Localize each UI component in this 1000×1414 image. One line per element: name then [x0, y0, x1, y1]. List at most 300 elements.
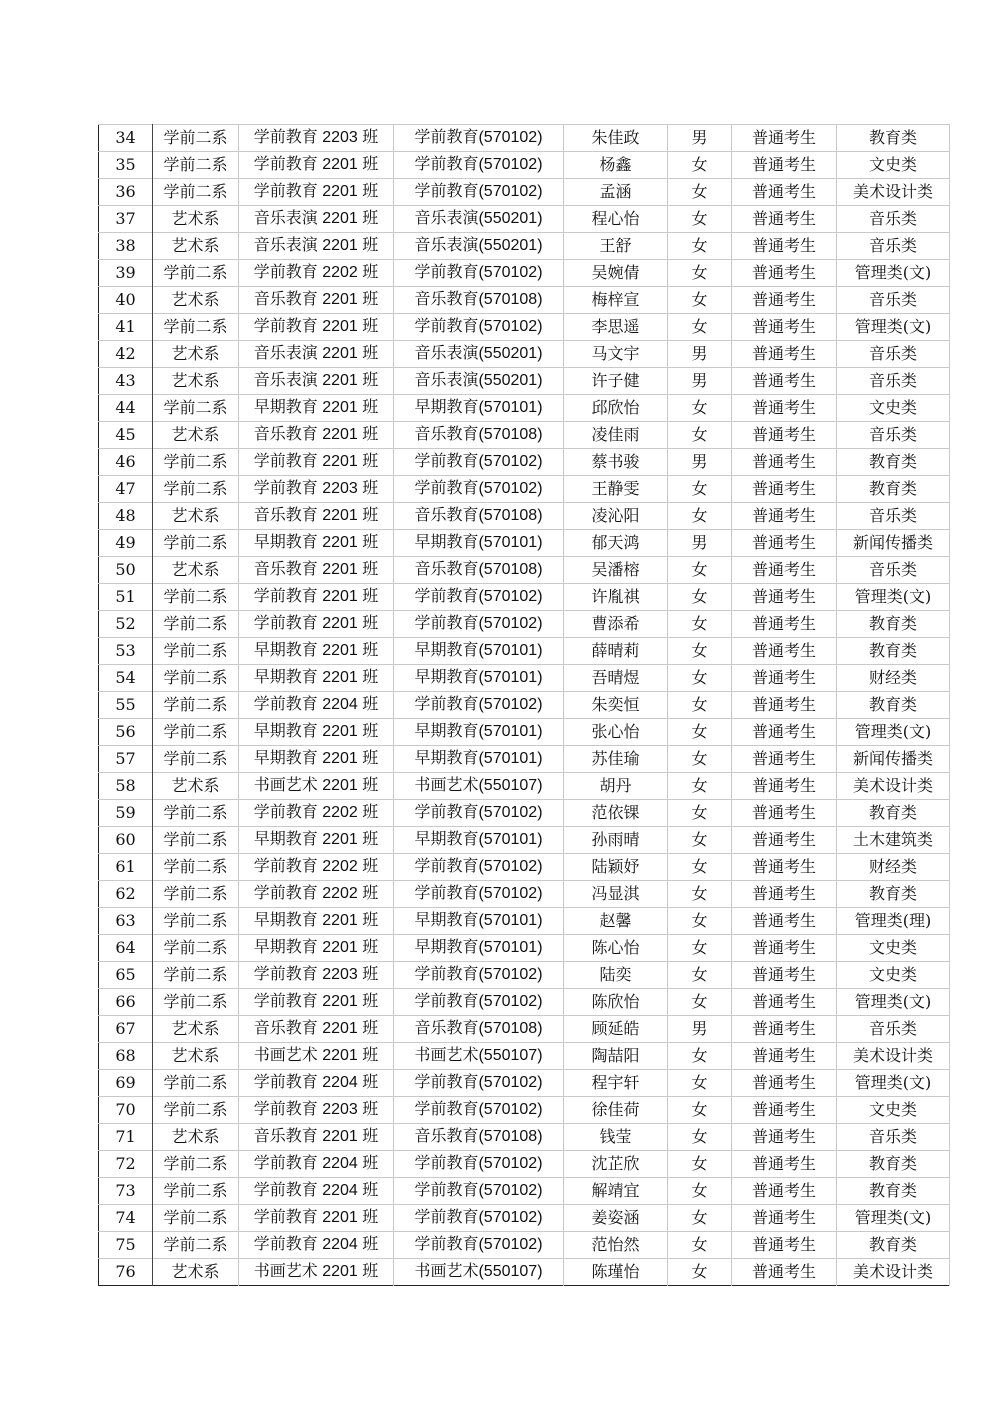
category-cell: 音乐类 [837, 233, 950, 260]
student-type-cell: 普通考生 [732, 557, 837, 584]
gender-cell: 女 [668, 557, 732, 584]
table-row [99, 449, 950, 476]
category-cell: 音乐类 [837, 557, 950, 584]
table-row [99, 665, 950, 692]
table-row [99, 1232, 950, 1259]
department-cell: 学前二系 [153, 260, 239, 287]
class-cell: 学前教育 2201 班 [239, 152, 394, 179]
table-row [99, 773, 950, 800]
gender-cell: 女 [668, 584, 732, 611]
student-type-cell: 普通考生 [732, 476, 837, 503]
name-cell: 凌佳雨 [564, 422, 668, 449]
class-cell: 书画艺术 2201 班 [239, 1259, 394, 1286]
major-cell: 音乐教育(570108) [394, 422, 564, 449]
name-cell: 王静雯 [564, 476, 668, 503]
department-cell: 学前二系 [153, 962, 239, 989]
major-cell: 学前教育(570102) [394, 962, 564, 989]
student-type-cell: 普通考生 [732, 206, 837, 233]
category-cell: 音乐类 [837, 1016, 950, 1043]
table-row [99, 476, 950, 503]
class-cell: 早期教育 2201 班 [239, 638, 394, 665]
row-number: 38 [99, 233, 153, 260]
gender-cell: 女 [668, 503, 732, 530]
department-cell: 学前二系 [153, 584, 239, 611]
name-cell: 吴潘榕 [564, 557, 668, 584]
category-cell: 教育类 [837, 449, 950, 476]
category-cell: 管理类(文) [837, 314, 950, 341]
name-cell: 胡丹 [564, 773, 668, 800]
class-cell: 学前教育 2204 班 [239, 1178, 394, 1205]
table-row [99, 1016, 950, 1043]
gender-cell: 女 [668, 989, 732, 1016]
category-cell: 新闻传播类 [837, 530, 950, 557]
table-row [99, 314, 950, 341]
category-cell: 管理类(文) [837, 1070, 950, 1097]
row-number: 35 [99, 152, 153, 179]
category-cell: 财经类 [837, 854, 950, 881]
gender-cell: 女 [668, 1205, 732, 1232]
major-cell: 学前教育(570102) [394, 1070, 564, 1097]
row-number: 67 [99, 1016, 153, 1043]
gender-cell: 女 [668, 152, 732, 179]
class-cell: 音乐教育 2201 班 [239, 503, 394, 530]
table-row [99, 1205, 950, 1232]
gender-cell: 女 [668, 1178, 732, 1205]
table-row [99, 1259, 950, 1286]
department-cell: 艺术系 [153, 341, 239, 368]
category-cell: 音乐类 [837, 503, 950, 530]
table-row [99, 935, 950, 962]
category-cell: 文史类 [837, 1097, 950, 1124]
name-cell: 吾晴煜 [564, 665, 668, 692]
row-number: 74 [99, 1205, 153, 1232]
department-cell: 学前二系 [153, 1097, 239, 1124]
student-type-cell: 普通考生 [732, 800, 837, 827]
gender-cell: 女 [668, 314, 732, 341]
department-cell: 学前二系 [153, 1205, 239, 1232]
major-cell: 学前教育(570102) [394, 611, 564, 638]
gender-cell: 女 [668, 1070, 732, 1097]
student-type-cell: 普通考生 [732, 854, 837, 881]
category-cell: 教育类 [837, 1151, 950, 1178]
gender-cell: 女 [668, 395, 732, 422]
name-cell: 陈心怡 [564, 935, 668, 962]
category-cell: 管理类(文) [837, 260, 950, 287]
gender-cell: 女 [668, 260, 732, 287]
name-cell: 陈欣怡 [564, 989, 668, 1016]
major-cell: 学前教育(570102) [394, 800, 564, 827]
name-cell: 许子健 [564, 368, 668, 395]
gender-cell: 女 [668, 881, 732, 908]
name-cell: 张心怡 [564, 719, 668, 746]
row-number: 63 [99, 908, 153, 935]
major-cell: 音乐教育(570108) [394, 1124, 564, 1151]
class-cell: 音乐教育 2201 班 [239, 422, 394, 449]
table-row [99, 638, 950, 665]
row-number: 65 [99, 962, 153, 989]
gender-cell: 男 [668, 530, 732, 557]
name-cell: 王舒 [564, 233, 668, 260]
major-cell: 早期教育(570101) [394, 746, 564, 773]
name-cell: 冯显淇 [564, 881, 668, 908]
class-cell: 音乐教育 2201 班 [239, 557, 394, 584]
name-cell: 姜姿涵 [564, 1205, 668, 1232]
gender-cell: 男 [668, 368, 732, 395]
department-cell: 学前二系 [153, 854, 239, 881]
row-number: 44 [99, 395, 153, 422]
table-row [99, 881, 950, 908]
table-row [99, 287, 950, 314]
class-cell: 音乐教育 2201 班 [239, 1016, 394, 1043]
table-row [99, 1097, 950, 1124]
table-row [99, 908, 950, 935]
class-cell: 学前教育 2204 班 [239, 692, 394, 719]
class-cell: 音乐教育 2201 班 [239, 1124, 394, 1151]
table-row [99, 395, 950, 422]
row-number: 72 [99, 1151, 153, 1178]
major-cell: 书画艺术(550107) [394, 1043, 564, 1070]
student-type-cell: 普通考生 [732, 449, 837, 476]
class-cell: 学前教育 2202 班 [239, 854, 394, 881]
row-number: 71 [99, 1124, 153, 1151]
name-cell: 吴婉倩 [564, 260, 668, 287]
department-cell: 学前二系 [153, 1151, 239, 1178]
category-cell: 教育类 [837, 611, 950, 638]
class-cell: 音乐表演 2201 班 [239, 368, 394, 395]
row-number: 59 [99, 800, 153, 827]
name-cell: 朱奕恒 [564, 692, 668, 719]
row-number: 46 [99, 449, 153, 476]
student-type-cell: 普通考生 [732, 692, 837, 719]
class-cell: 学前教育 2203 班 [239, 962, 394, 989]
gender-cell: 男 [668, 341, 732, 368]
table-row [99, 962, 950, 989]
gender-cell: 女 [668, 935, 732, 962]
department-cell: 学前二系 [153, 746, 239, 773]
student-type-cell: 普通考生 [732, 1205, 837, 1232]
major-cell: 音乐表演(550201) [394, 233, 564, 260]
row-number: 61 [99, 854, 153, 881]
student-type-cell: 普通考生 [732, 152, 837, 179]
department-cell: 学前二系 [153, 179, 239, 206]
gender-cell: 女 [668, 746, 732, 773]
gender-cell: 男 [668, 125, 732, 152]
table-row [99, 179, 950, 206]
department-cell: 学前二系 [153, 908, 239, 935]
name-cell: 徐佳荷 [564, 1097, 668, 1124]
table-row [99, 746, 950, 773]
class-cell: 早期教育 2201 班 [239, 719, 394, 746]
row-number: 54 [99, 665, 153, 692]
student-type-cell: 普通考生 [732, 773, 837, 800]
student-table [98, 124, 950, 1286]
department-cell: 学前二系 [153, 935, 239, 962]
category-cell: 管理类(文) [837, 719, 950, 746]
major-cell: 音乐表演(550201) [394, 206, 564, 233]
department-cell: 艺术系 [153, 368, 239, 395]
student-type-cell: 普通考生 [732, 1151, 837, 1178]
major-cell: 学前教育(570102) [394, 125, 564, 152]
row-number: 75 [99, 1232, 153, 1259]
category-cell: 音乐类 [837, 341, 950, 368]
name-cell: 范依锞 [564, 800, 668, 827]
table-row [99, 557, 950, 584]
class-cell: 学前教育 2201 班 [239, 1205, 394, 1232]
table-row [99, 1070, 950, 1097]
class-cell: 学前教育 2201 班 [239, 179, 394, 206]
class-cell: 学前教育 2202 班 [239, 260, 394, 287]
major-cell: 学前教育(570102) [394, 854, 564, 881]
major-cell: 书画艺术(550107) [394, 1259, 564, 1286]
department-cell: 艺术系 [153, 1043, 239, 1070]
department-cell: 学前二系 [153, 719, 239, 746]
gender-cell: 女 [668, 800, 732, 827]
row-number: 40 [99, 287, 153, 314]
major-cell: 学前教育(570102) [394, 1232, 564, 1259]
student-type-cell: 普通考生 [732, 638, 837, 665]
category-cell: 教育类 [837, 638, 950, 665]
gender-cell: 女 [668, 1043, 732, 1070]
major-cell: 学前教育(570102) [394, 692, 564, 719]
name-cell: 凌沁阳 [564, 503, 668, 530]
department-cell: 艺术系 [153, 773, 239, 800]
department-cell: 学前二系 [153, 449, 239, 476]
category-cell: 土木建筑类 [837, 827, 950, 854]
major-cell: 音乐教育(570108) [394, 287, 564, 314]
department-cell: 学前二系 [153, 1232, 239, 1259]
name-cell: 郁天鸿 [564, 530, 668, 557]
major-cell: 学前教育(570102) [394, 1178, 564, 1205]
student-type-cell: 普通考生 [732, 179, 837, 206]
table-row [99, 692, 950, 719]
category-cell: 新闻传播类 [837, 746, 950, 773]
student-type-cell: 普通考生 [732, 287, 837, 314]
major-cell: 学前教育(570102) [394, 449, 564, 476]
table-body [99, 125, 950, 1286]
class-cell: 早期教育 2201 班 [239, 746, 394, 773]
department-cell: 学前二系 [153, 476, 239, 503]
student-type-cell: 普通考生 [732, 827, 837, 854]
row-number: 42 [99, 341, 153, 368]
class-cell: 书画艺术 2201 班 [239, 773, 394, 800]
class-cell: 学前教育 2202 班 [239, 800, 394, 827]
table-row [99, 611, 950, 638]
department-cell: 学前二系 [153, 152, 239, 179]
row-number: 70 [99, 1097, 153, 1124]
table-row [99, 260, 950, 287]
row-number: 39 [99, 260, 153, 287]
major-cell: 学前教育(570102) [394, 476, 564, 503]
major-cell: 学前教育(570102) [394, 989, 564, 1016]
table-row [99, 1124, 950, 1151]
row-number: 76 [99, 1259, 153, 1286]
class-cell: 音乐表演 2201 班 [239, 341, 394, 368]
gender-cell: 女 [668, 827, 732, 854]
student-type-cell: 普通考生 [732, 341, 837, 368]
class-cell: 音乐表演 2201 班 [239, 206, 394, 233]
major-cell: 学前教育(570102) [394, 152, 564, 179]
row-number: 47 [99, 476, 153, 503]
class-cell: 早期教育 2201 班 [239, 665, 394, 692]
table-row [99, 341, 950, 368]
major-cell: 早期教育(570101) [394, 908, 564, 935]
table-row [99, 422, 950, 449]
gender-cell: 女 [668, 422, 732, 449]
student-type-cell: 普通考生 [732, 314, 837, 341]
row-number: 52 [99, 611, 153, 638]
class-cell: 学前教育 2203 班 [239, 1097, 394, 1124]
student-type-cell: 普通考生 [732, 260, 837, 287]
name-cell: 苏佳瑜 [564, 746, 668, 773]
major-cell: 学前教育(570102) [394, 314, 564, 341]
student-type-cell: 普通考生 [732, 989, 837, 1016]
student-type-cell: 普通考生 [732, 611, 837, 638]
row-number: 36 [99, 179, 153, 206]
row-number: 62 [99, 881, 153, 908]
row-number: 41 [99, 314, 153, 341]
category-cell: 教育类 [837, 125, 950, 152]
name-cell: 杨鑫 [564, 152, 668, 179]
row-number: 51 [99, 584, 153, 611]
student-type-cell: 普通考生 [732, 962, 837, 989]
name-cell: 范怡然 [564, 1232, 668, 1259]
gender-cell: 女 [668, 854, 732, 881]
category-cell: 财经类 [837, 665, 950, 692]
name-cell: 马文宇 [564, 341, 668, 368]
student-type-cell: 普通考生 [732, 1178, 837, 1205]
major-cell: 早期教育(570101) [394, 395, 564, 422]
category-cell: 美术设计类 [837, 1259, 950, 1286]
gender-cell: 女 [668, 692, 732, 719]
department-cell: 学前二系 [153, 611, 239, 638]
department-cell: 艺术系 [153, 422, 239, 449]
name-cell: 许胤祺 [564, 584, 668, 611]
class-cell: 学前教育 2204 班 [239, 1151, 394, 1178]
student-type-cell: 普通考生 [732, 1097, 837, 1124]
name-cell: 赵馨 [564, 908, 668, 935]
student-type-cell: 普通考生 [732, 1124, 837, 1151]
category-cell: 美术设计类 [837, 773, 950, 800]
department-cell: 学前二系 [153, 530, 239, 557]
student-type-cell: 普通考生 [732, 1016, 837, 1043]
table-row [99, 503, 950, 530]
department-cell: 学前二系 [153, 125, 239, 152]
student-type-cell: 普通考生 [732, 584, 837, 611]
name-cell: 程宇轩 [564, 1070, 668, 1097]
major-cell: 早期教育(570101) [394, 719, 564, 746]
department-cell: 学前二系 [153, 1178, 239, 1205]
table-row [99, 530, 950, 557]
row-number: 53 [99, 638, 153, 665]
department-cell: 学前二系 [153, 665, 239, 692]
gender-cell: 女 [668, 962, 732, 989]
major-cell: 学前教育(570102) [394, 1205, 564, 1232]
row-number: 64 [99, 935, 153, 962]
category-cell: 教育类 [837, 1232, 950, 1259]
row-number: 57 [99, 746, 153, 773]
category-cell: 教育类 [837, 800, 950, 827]
department-cell: 学前二系 [153, 1070, 239, 1097]
name-cell: 沈芷欣 [564, 1151, 668, 1178]
row-number: 49 [99, 530, 153, 557]
student-type-cell: 普通考生 [732, 530, 837, 557]
student-type-cell: 普通考生 [732, 1070, 837, 1097]
major-cell: 学前教育(570102) [394, 1151, 564, 1178]
category-cell: 教育类 [837, 1178, 950, 1205]
class-cell: 音乐教育 2201 班 [239, 287, 394, 314]
class-cell: 学前教育 2201 班 [239, 611, 394, 638]
student-type-cell: 普通考生 [732, 368, 837, 395]
class-cell: 学前教育 2204 班 [239, 1070, 394, 1097]
row-number: 69 [99, 1070, 153, 1097]
name-cell: 李思遥 [564, 314, 668, 341]
name-cell: 陈瑾怡 [564, 1259, 668, 1286]
class-cell: 早期教育 2201 班 [239, 530, 394, 557]
name-cell: 薛晴莉 [564, 638, 668, 665]
department-cell: 学前二系 [153, 638, 239, 665]
category-cell: 音乐类 [837, 206, 950, 233]
table-row [99, 152, 950, 179]
category-cell: 音乐类 [837, 1124, 950, 1151]
name-cell: 陆奕 [564, 962, 668, 989]
category-cell: 管理类(文) [837, 1205, 950, 1232]
department-cell: 艺术系 [153, 233, 239, 260]
name-cell: 梅梓宣 [564, 287, 668, 314]
gender-cell: 女 [668, 773, 732, 800]
major-cell: 早期教育(570101) [394, 665, 564, 692]
class-cell: 音乐表演 2201 班 [239, 233, 394, 260]
name-cell: 陆颖妤 [564, 854, 668, 881]
class-cell: 书画艺术 2201 班 [239, 1043, 394, 1070]
department-cell: 学前二系 [153, 827, 239, 854]
gender-cell: 女 [668, 719, 732, 746]
category-cell: 教育类 [837, 692, 950, 719]
major-cell: 音乐教育(570108) [394, 1016, 564, 1043]
name-cell: 邱欣怡 [564, 395, 668, 422]
major-cell: 音乐教育(570108) [394, 503, 564, 530]
category-cell: 美术设计类 [837, 179, 950, 206]
department-cell: 艺术系 [153, 287, 239, 314]
major-cell: 早期教育(570101) [394, 638, 564, 665]
category-cell: 管理类(理) [837, 908, 950, 935]
student-type-cell: 普通考生 [732, 1232, 837, 1259]
major-cell: 早期教育(570101) [394, 530, 564, 557]
student-type-cell: 普通考生 [732, 125, 837, 152]
row-number: 43 [99, 368, 153, 395]
class-cell: 学前教育 2204 班 [239, 1232, 394, 1259]
category-cell: 美术设计类 [837, 1043, 950, 1070]
row-number: 45 [99, 422, 153, 449]
gender-cell: 男 [668, 449, 732, 476]
name-cell: 顾延皓 [564, 1016, 668, 1043]
student-type-cell: 普通考生 [732, 881, 837, 908]
category-cell: 管理类(文) [837, 989, 950, 1016]
category-cell: 音乐类 [837, 422, 950, 449]
category-cell: 音乐类 [837, 368, 950, 395]
row-number: 34 [99, 125, 153, 152]
category-cell: 教育类 [837, 476, 950, 503]
gender-cell: 女 [668, 476, 732, 503]
major-cell: 早期教育(570101) [394, 935, 564, 962]
gender-cell: 女 [668, 1097, 732, 1124]
table-row [99, 584, 950, 611]
table-row [99, 719, 950, 746]
major-cell: 音乐教育(570108) [394, 557, 564, 584]
student-type-cell: 普通考生 [732, 719, 837, 746]
department-cell: 艺术系 [153, 206, 239, 233]
class-cell: 早期教育 2201 班 [239, 935, 394, 962]
gender-cell: 男 [668, 1016, 732, 1043]
